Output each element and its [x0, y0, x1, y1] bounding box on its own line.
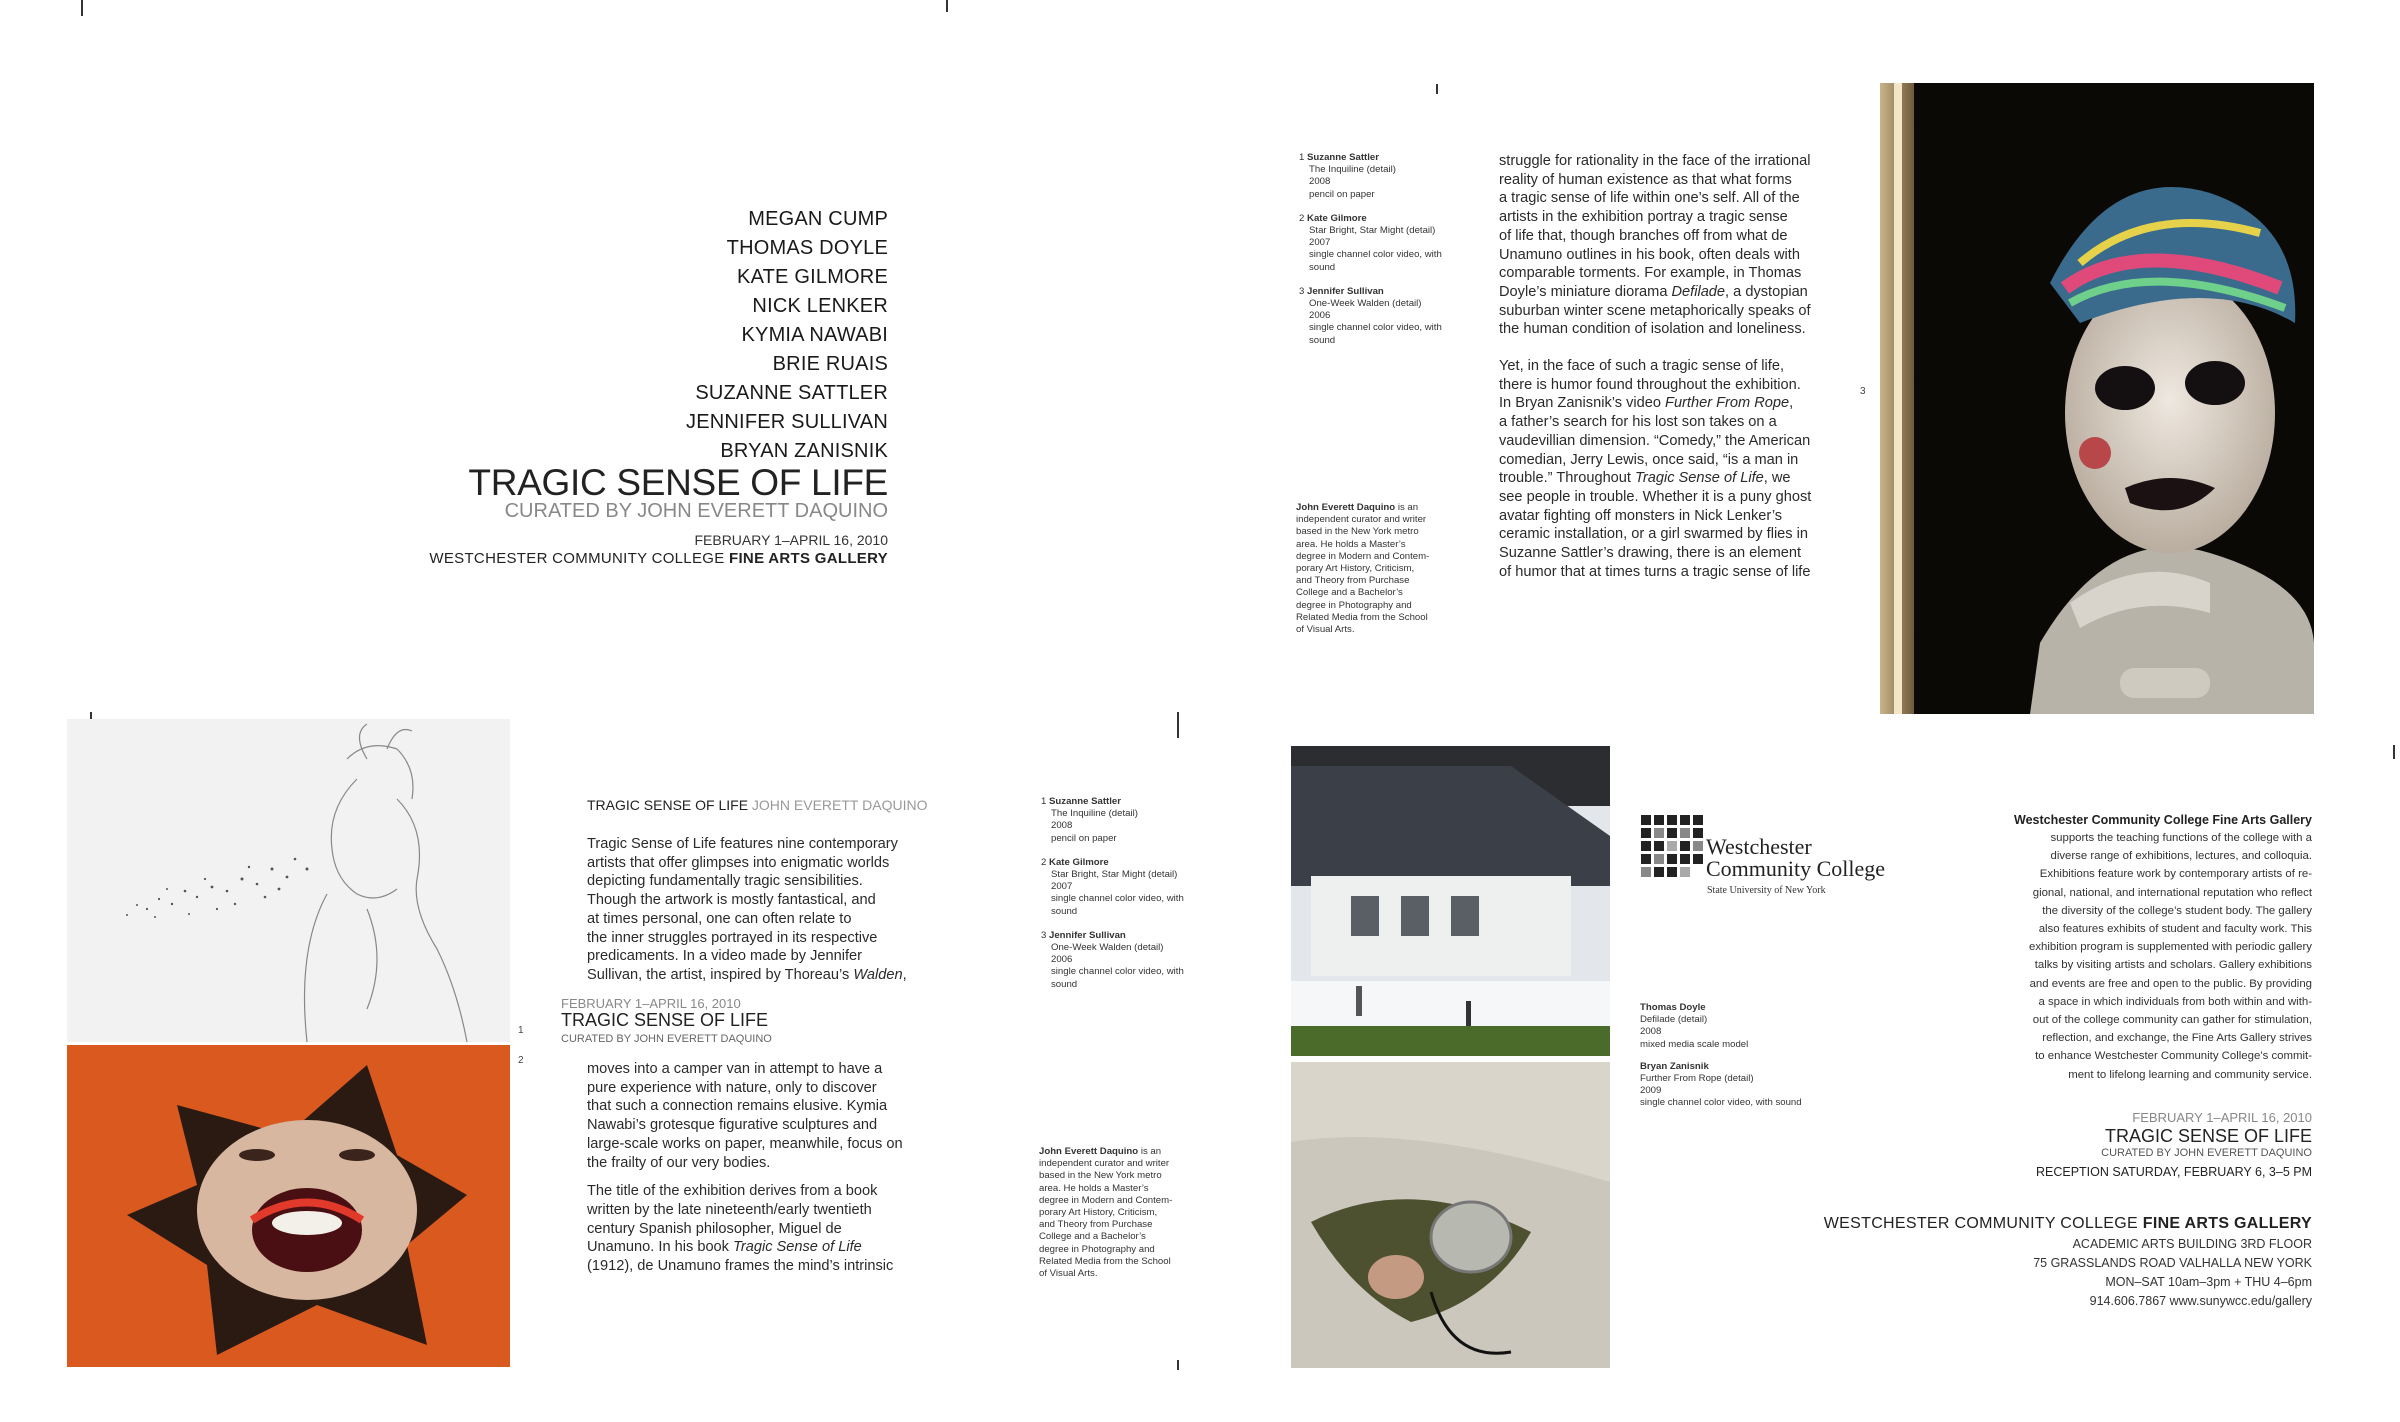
captions-bottom: 1 Suzanne Sattler The Inquiline (detail) 2008 pencil on paper 2 Kate Gilmore Star Bright, Star Might (detail) 2007 single channel color video, with sound 3 Jennifer Sullivan One-Week Walden (detail) 2006 single channel color video, with sound — [1041, 796, 1184, 990]
crop-mark — [1177, 1360, 1179, 1370]
artist-name: BRIE RUAIS — [772, 353, 888, 375]
artist-name: KATE GILMORE — [737, 266, 888, 288]
artist-list — [686, 205, 888, 466]
gallery-description: Westchester Community College Fine Arts Gallery supports the teaching functions of the college with a diverse range of exhibitions, lectures, and colloquia. Exhibitions feature work by contemporary artists of re- gional, national, and international reputation who reflect the diversity of the college’s student body. The gallery also features exhibits of student and faculty work. This exhibition program is supplemented with periodic gallery talks by visiting artists and scholars. Gallery exhibitions and events are free and open to the public. By providing a space in which individuals from both within and with- out of the college community can gather for stimulation, reflection, and exchange, the Fine Arts Gallery strives to enhance Westchester Community College’s commit- ment to lifelong learning and community service. — [2014, 813, 2312, 1081]
cover-dates: FEBRUARY 1–APRIL 16, 2010 — [694, 532, 888, 548]
fig-number: 2 — [518, 1055, 524, 1066]
inner-heading: TRAGIC SENSE OF LIFE JOHN EVERETT DAQUINO — [587, 797, 928, 813]
photo-kate-gilmore — [67, 1045, 510, 1367]
inner-essay-p1: Tragic Sense of Life features nine contemporary artists that offer glimpses into enigmatic worlds depicting fundamentally tragic sensibilities. Though the artwork is mostly fantastical, and at times personal, one can often relate to the inner struggles portrayed in its respective predicaments. In a video made by Jennifer Sullivan, the artist, inspired by Thoreau’s Walden, — [587, 836, 907, 983]
inner-curated: CURATED BY JOHN EVERETT DAQUINO — [561, 1033, 772, 1045]
cover-curated: CURATED BY JOHN EVERETT DAQUINO — [504, 500, 888, 522]
essay-top: struggle for rationality in the face of the irrational reality of human existence as that what forms a tragic sense of life within one’s self. All of the artists in the exhibition portray a tragic sense of life that, though branches off from what de Unamuno outlines in his book, often deals with comparable torments. For example, in Thomas Doyle’s miniature diorama Defilade, a dystopian suburban winter scene metaphorically speaks of the human condition of isolation and loneliness. Yet, in the face of such a tragic sense of life, there is humor found throughout the exhibition. In Bryan Zanisnik’s video Further From Rope, a father’s search for his lost son takes on a vaudevillian dimension. “Comedy,” the American comedian, Jerry Lewis, once said, “is a man in trouble.” Throughout Tragic Sense of Life, we see people in trouble. Whether it is a puny ghost avatar fighting off monsters in Nick Lenker’s ceramic installation, or a girl swarmed by flies in Suzanne Sattler’s drawing, there is an element of humor that at times turns a tragic sense of life — [1499, 153, 1812, 580]
photo-thomas-doyle — [1291, 746, 1610, 1056]
college-logo-sub: State University of New York — [1707, 885, 1826, 896]
photo-suzanne-sattler — [67, 719, 510, 1042]
bio-bottom: John Everett Daquino is an independent curator and writer based in the New York metro area. He holds a Master’s degree in Modern and Contem- porary Art History, Criticism, and Theory from Purchase College and a Bachelor’s degree in Photography and Related Media from the School of Visual Arts. — [1039, 1146, 1173, 1280]
fig-number: 3 — [1860, 386, 1866, 397]
artist-name: SUZANNE SATTLER — [695, 382, 888, 404]
inner-dates: FEBRUARY 1–APRIL 16, 2010 — [561, 996, 741, 1011]
fig-number: 1 — [518, 1025, 524, 1036]
artist-name: THOMAS DOYLE — [726, 237, 888, 259]
crop-mark — [946, 0, 948, 12]
crop-mark — [81, 0, 83, 16]
crop-mark — [2393, 745, 2395, 759]
cover-college: WESTCHESTER COMMUNITY COLLEGE FINE ARTS GALLERY — [429, 550, 888, 567]
crop-mark — [1177, 712, 1179, 738]
college-logo-text: Westchester Community College — [1706, 834, 1886, 881]
bio-top: John Everett Daquino is an independent curator and writer based in the New York metro area. He holds a Master’s degree in Modern and Contem- porary Art History, Criticism, and Theory from Purchase College and a Bachelor’s degree in Photography and Related Media from the School of Visual Arts. — [1296, 502, 1430, 636]
artist-name: JENNIFER SULLIVAN — [686, 411, 888, 433]
back-contact: WESTCHESTER COMMUNITY COLLEGE FINE ARTS GALLERY ACADEMIC ARTS BUILDING 3RD FLOOR 75 GRASSLANDS ROAD VALHALLA NEW YORK MON–SAT 10am–3pm + THU 4–6pm 914.606.7867 www.sunywcc.edu/gallery — [1823, 1215, 2312, 1308]
photo-jennifer-sullivan — [1880, 83, 2314, 714]
college-logo-icon — [1641, 815, 1705, 879]
artist-name: KYMIA NAWABI — [741, 324, 888, 346]
cover-title: TRAGIC SENSE OF LIFE — [468, 462, 888, 503]
artist-name: BRYAN ZANISNIK — [720, 440, 888, 462]
captions-top: 1 Suzanne Sattler The Inquiline (detail) 2008 pencil on paper 2 Kate Gilmore Star Bright, Star Might (detail) 2007 single channel color video, with sound 3 Jennifer Sullivan One-Week Walden (detail) 2006 single channel color video, with sound — [1299, 152, 1442, 346]
inner-title: TRAGIC SENSE OF LIFE — [561, 1010, 769, 1030]
photo-bryan-zanisnik — [1291, 1062, 1610, 1368]
back-exhibition-info: FEBRUARY 1–APRIL 16, 2010 TRAGIC SENSE OF LIFE CURATED BY JOHN EVERETT DAQUINO RECEPTION SATURDAY, FEBRUARY 6, 3–5 PM — [2035, 1110, 2312, 1179]
captions-back: Thomas Doyle Defilade (detail) 2008 mixed media scale model Bryan Zanisnik Further From Rope (detail) 2009 single channel color video, with sound — [1640, 1002, 1802, 1109]
artist-name: MEGAN CUMP — [748, 208, 888, 230]
inner-essay-p2: moves into a camper van in attempt to have a pure experience with nature, only to discover that such a connection remains elusive. Kymia Nawabi’s grotesque figurative sculptures and large-scale works on paper, meanwhile, focus on the frailty of our very bodies. The title of the exhibition derives from a book written by the late nineteenth/early twentieth century Spanish philosopher, Miguel de Unamuno. In his book Tragic Sense of Life (1912), de Unamuno frames the mind’s intrinsic — [587, 1061, 903, 1275]
crop-mark — [1436, 84, 1438, 94]
artist-name: NICK LENKER — [752, 295, 888, 317]
